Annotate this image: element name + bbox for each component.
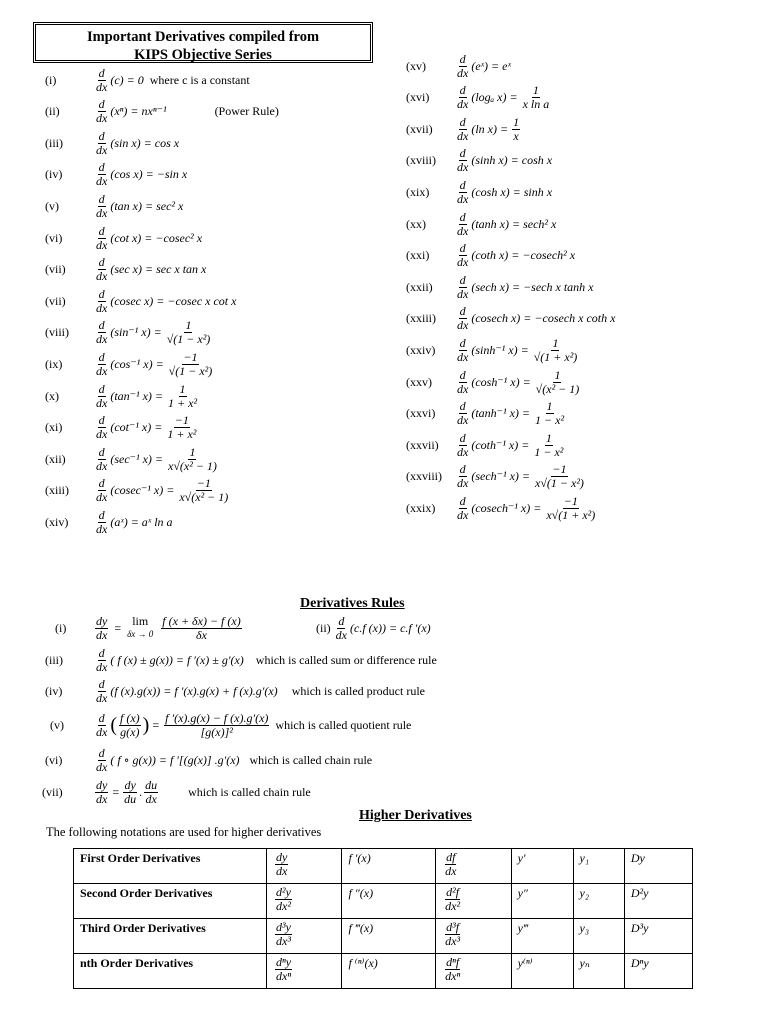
formula-expression: (ln x) = <box>471 121 509 136</box>
leibniz-f-notation: $\frac{\text{d²f}}{\text{dx²}}$ <box>436 884 511 919</box>
d-dx-operator: $\frac{d}{dx}$ <box>96 255 108 284</box>
d-dx-operator: $\frac{d}{dx}$ <box>457 83 469 112</box>
formula-expression: (tanh⁻¹ x) = <box>471 406 531 421</box>
formula-label: (xviii) <box>406 153 436 168</box>
y-prime-notation: y⁽ⁿ⁾ <box>511 954 573 989</box>
derivative-formula <box>45 317 213 349</box>
derivative-formula <box>406 303 615 335</box>
d-dx-operator: $\frac{d}{dx}$ <box>457 272 469 301</box>
formula-label: (viii) <box>45 325 69 340</box>
rule-limit: lim δx → 0 <box>127 614 154 639</box>
formula-fraction: $\frac{1}{\text{√(1 − x²)}}$ <box>166 318 211 347</box>
leibniz-notation: $\frac{\text{d²y}}{\text{dx²}}$ <box>267 884 342 919</box>
d-dx-operator: $\frac{d}{dx}$ <box>457 493 469 522</box>
formula-expression: (cosech⁻¹ x) = <box>471 500 542 515</box>
formula-label: (xxii) <box>406 279 433 294</box>
formula-expression: (sec x) = sec x tan x <box>110 262 207 277</box>
prime-notation: f ⁽ⁿ⁾(x) <box>342 954 436 989</box>
leibniz-notation: $\frac{dy}{dx}$ <box>267 849 342 884</box>
formula-expression: (cos⁻¹ x) = <box>110 356 164 371</box>
d-dx-operator: $\frac{d}{dx}$ <box>457 51 469 80</box>
rule-note: which is called chain rule <box>249 752 373 767</box>
derivative-formula <box>406 429 566 461</box>
rule-note: which is called sum or difference rule <box>255 652 437 667</box>
formula-label: (xx) <box>406 216 426 231</box>
d-dx-operator: $\frac{d}{dx}$ <box>457 335 469 364</box>
formula-label: (xiv) <box>45 514 69 529</box>
formula-expression: (sec⁻¹ x) = <box>110 451 163 466</box>
formula-label: (xxix) <box>406 500 436 515</box>
d-dx-operator: $\frac{d}{dx}$ <box>96 128 108 157</box>
y-prime-notation: y″ <box>511 884 573 919</box>
table-row <box>74 954 693 989</box>
d-dx-operator: $\frac{d}{dx}$ <box>96 413 108 442</box>
prime-notation: f ‴(x) <box>342 919 436 954</box>
leibniz-f-notation: $\frac{\text{dⁿf}}{\text{dxⁿ}}$ <box>436 954 511 989</box>
formula-expression: (tan⁻¹ x) = <box>110 388 164 403</box>
rule-6: (vi) $\frac{d}{dx}$ ( f ∘ g(x)) = f ′[(g(x)] .g′(x) which is called chain rule <box>45 745 373 774</box>
formula-fraction: $\frac{-1}{\text{√(1 − x²)}}$ <box>168 349 213 378</box>
d-dx-operator: $\frac{d}{dx}$ <box>96 223 108 252</box>
formula-expression: (sinh⁻¹ x) = <box>471 342 529 357</box>
formula-label: (xxviii) <box>406 469 442 484</box>
prime-notation: f ″(x) <box>342 884 436 919</box>
rule-expr: (f (x).g(x)) = f ′(x).g(x) + f (x).g′(x) <box>110 683 278 698</box>
formula-expression: (cosec⁻¹ x) = <box>110 483 175 498</box>
formula-expression: (sinh x) = cosh x <box>471 153 553 168</box>
rule-7: (vii) $\frac{dy}{dx}$ = $\frac{dy}{du}$ . $\frac{du}{dx}$ which is called chain rule <box>42 777 311 806</box>
formula-fraction: $\frac{-1}{\text{x√(1 − x²)}}$ <box>535 462 584 491</box>
title-line-2: KIPS Objective Series <box>134 47 272 63</box>
formula-label: (xxi) <box>406 248 430 263</box>
formula-label: (xxiv) <box>406 342 436 357</box>
derivative-formula <box>45 254 206 286</box>
d-dx-operator: $\frac{d}{dx}$ <box>96 318 108 347</box>
formula-label: (xvi) <box>406 90 430 105</box>
formula-expression: (cot x) = −cosec² x <box>110 230 203 245</box>
d-dx-operator: $\frac{d}{dx}$ <box>96 476 108 505</box>
d-dx-operator: $\frac{d}{dx}$ <box>96 65 108 94</box>
derivative-formula <box>45 380 200 412</box>
formula-label: (xxiii) <box>406 311 436 326</box>
rule-3: (iii) $\frac{d}{dx}$ ( f (x) ± g(x)) = f ′(x) ± g′(x) which is called sum or difference rule <box>45 645 437 674</box>
formula-expression: (sin x) = cos x <box>110 135 180 150</box>
d-dx-operator: $\frac{d}{dx}$ <box>96 507 108 536</box>
d-operator-notation: Dy <box>624 849 692 884</box>
formula-fraction: $\frac{1}{\text{x ln a}}$ <box>522 83 550 112</box>
formula-expression: (tan x) = sec² x <box>110 198 184 213</box>
derivative-formula <box>406 50 511 82</box>
d-dx-operator: $\frac{d}{dx}$ <box>457 146 469 175</box>
formula-expression: (sech x) = −sech x tanh x <box>471 279 594 294</box>
y-subscript-notation: y₂ <box>573 884 624 919</box>
formula-fraction: $\frac{1}{\text{x√(x² − 1)}}$ <box>168 444 217 473</box>
formula-label: (ix) <box>45 356 63 371</box>
formula-expression: (coth⁻¹ x) = <box>471 437 530 452</box>
rule-note: which is called quotient rule <box>275 717 412 732</box>
y-subscript-notation: y₁ <box>573 849 624 884</box>
leibniz-f-notation: $\frac{\text{d³f}}{\text{dx³}}$ <box>436 919 511 954</box>
derivative-formula <box>406 398 567 430</box>
table-row <box>74 919 693 954</box>
title-line-1: Important Derivatives compiled from <box>86 29 320 45</box>
derivative-formula <box>45 506 173 538</box>
formula-fraction: $\frac{-1}{\text{x√(x² − 1)}}$ <box>179 476 229 505</box>
formula-expression: (eˣ) = eˣ <box>471 58 511 73</box>
y-subscript-notation: y₃ <box>573 919 624 954</box>
derivative-formula <box>45 159 187 191</box>
derivative-formula <box>45 96 279 128</box>
formula-label: (xxv) <box>406 374 432 389</box>
formula-fraction: $\frac{-1}{\text{x√(1 + x²)}}$ <box>546 493 596 522</box>
d-dx-operator: $\frac{d}{dx}$ <box>457 304 469 333</box>
formula-fraction: $\frac{1}{\text{√(x² − 1)}}$ <box>535 367 580 396</box>
derivative-formula <box>45 348 215 380</box>
d-operator-notation: Dⁿy <box>624 954 692 989</box>
formula-expression: (cosh⁻¹ x) = <box>471 374 531 389</box>
rule-lhs: $\frac{dy}{dx}$ <box>96 613 108 642</box>
rule-limit-frac: $\frac{f (x + \delta x) - f (x)}{\delta x}$ <box>162 613 241 642</box>
rule-note: which is called chain rule <box>188 784 311 799</box>
formula-expression: (xⁿ) = nxⁿ⁻¹ <box>110 104 167 119</box>
formula-label: (x) <box>45 388 59 403</box>
formula-fraction: $\frac{1}{\text{1 − x²}}$ <box>535 399 565 428</box>
rule-expr: ( f (x) ± g(x)) = f ′(x) ± g′(x) <box>110 652 244 667</box>
derivative-formula <box>406 492 598 524</box>
formula-label: (v) <box>45 198 59 213</box>
formula-expression: (cosh x) = sinh x <box>471 184 553 199</box>
formula-expression: (sin⁻¹ x) = <box>110 325 162 340</box>
rules-heading: Derivatives Rules <box>300 596 405 611</box>
y-prime-notation: y′ <box>511 849 573 884</box>
derivative-formula <box>406 176 552 208</box>
table-row <box>74 849 693 884</box>
d-operator-notation: D³y <box>624 919 692 954</box>
d-operator-notation: D²y <box>624 884 692 919</box>
rule-4: (iv) $\frac{d}{dx}$ (f (x).g(x)) = f ′(x).g(x) + f (x).g′(x) which is called product rule <box>45 676 425 705</box>
y-prime-notation: y‴ <box>511 919 573 954</box>
d-dx-operator: $\frac{d}{dx}$ <box>96 286 108 315</box>
formula-label: (vi) <box>45 230 63 245</box>
derivative-formula <box>406 82 552 114</box>
formula-expression: (tanh x) = sech² x <box>471 216 557 231</box>
formula-expression: (aˣ) = aˣ ln a <box>110 514 173 529</box>
formula-expression: (cos x) = −sin x <box>110 167 188 182</box>
formula-label: (xxvii) <box>406 437 439 452</box>
title-box <box>33 22 373 63</box>
d-dx-operator: $\frac{d}{dx}$ <box>457 209 469 238</box>
row-label: Second Order Derivatives <box>74 884 267 919</box>
row-label: nth Order Derivatives <box>74 954 267 989</box>
derivative-formula <box>406 271 593 303</box>
formula-label: (xxvi) <box>406 406 436 421</box>
rule-2: (ii) $\frac{d}{dx}$ (c.f (x)) = c.f ′(x) <box>316 613 431 642</box>
formula-expression: (c) = 0 <box>110 72 144 87</box>
formula-fraction: $\frac{1}{x}$ <box>513 114 520 143</box>
d-dx-operator: $\frac{d}{dx}$ <box>96 191 108 220</box>
formula-fraction: $\frac{1}{\text{√(1 + x²)}}$ <box>533 335 578 364</box>
formula-label: (i) <box>45 72 57 87</box>
formula-label: (xiii) <box>45 483 69 498</box>
derivative-formula <box>406 145 552 177</box>
derivative-formula <box>45 127 179 159</box>
formula-note: (Power Rule) <box>214 104 279 119</box>
formula-label: (xii) <box>45 451 66 466</box>
leibniz-f-notation: $\frac{df}{dx}$ <box>436 849 511 884</box>
higher-heading: Higher Derivatives <box>359 808 472 823</box>
d-dx-operator: $\frac{d}{dx}$ <box>96 381 108 410</box>
rule-1: (i) $\frac{dy}{dx}$ = lim δx → 0 $\frac{f (x + \delta x) - f (x)}{\delta x}$ <box>55 613 241 642</box>
formula-label: (vii) <box>45 262 66 277</box>
rule-5: (v) $\frac{d}{dx}$ ( $\frac{f (x)}{g(x)}$ ) = $\frac{f '(x).g(x) - f (x).g'(x)}{\text{[g(x)]²}}$ which is called quotient rule <box>50 710 412 739</box>
formula-expression: (logₐ x) = <box>471 90 518 105</box>
formula-label: (xvii) <box>406 121 433 136</box>
higher-derivatives-table <box>73 848 693 989</box>
formula-label: (xi) <box>45 420 63 435</box>
d-dx-operator: $\frac{d}{dx}$ <box>457 462 469 491</box>
rule-label: (ii) <box>316 620 331 635</box>
derivative-formula <box>406 461 587 493</box>
rule-note: which is called product rule <box>291 683 425 698</box>
rule-expr: (c.f (x)) = c.f ′(x) <box>350 620 431 635</box>
formula-fraction: $\frac{-1}{\text{1 + x²}}$ <box>167 413 197 442</box>
formula-expression: (cosech x) = −cosech x coth x <box>471 311 616 326</box>
formula-label: (iv) <box>45 167 63 182</box>
d-dx-operator: $\frac{d}{dx}$ <box>457 114 469 143</box>
derivative-formula <box>45 475 231 507</box>
y-subscript-notation: yₙ <box>573 954 624 989</box>
leibniz-notation: $\frac{\text{d³y}}{\text{dx³}}$ <box>267 919 342 954</box>
formula-label: (xv) <box>406 58 426 73</box>
formula-expression: (coth x) = −cosech² x <box>471 248 576 263</box>
higher-intro: The following notations are used for higher derivatives <box>46 825 322 839</box>
formula-label: (iii) <box>45 135 63 150</box>
formula-expression: (cot⁻¹ x) = <box>110 420 163 435</box>
d-dx-operator: $\frac{d}{dx}$ <box>457 430 469 459</box>
rule-expr: ( f ∘ g(x)) = f ′[(g(x)] .g′(x) <box>110 752 240 767</box>
formula-label: (vii) <box>45 293 66 308</box>
d-dx-operator: $\frac{d}{dx}$ <box>457 241 469 270</box>
derivative-formula <box>45 285 236 317</box>
derivative-formula <box>406 113 522 145</box>
formula-label: (ii) <box>45 104 60 119</box>
leibniz-notation: $\frac{\text{dⁿy}}{\text{dxⁿ}}$ <box>267 954 342 989</box>
prime-notation: f ′(x) <box>342 849 436 884</box>
derivative-formula <box>406 366 582 398</box>
derivative-formula <box>45 190 183 222</box>
derivative-formula <box>45 64 250 96</box>
rule-label: (i) <box>55 620 67 635</box>
formula-note: where c is a constant <box>149 72 250 87</box>
formula-label: (xix) <box>406 184 430 199</box>
d-dx-operator: $\frac{d}{dx}$ <box>457 399 469 428</box>
d-dx-operator: $\frac{d}{dx}$ <box>96 160 108 189</box>
d-dx-operator: $\frac{d}{dx}$ <box>96 349 108 378</box>
table-row <box>74 884 693 919</box>
formula-expression: (sech⁻¹ x) = <box>471 469 530 484</box>
d-dx-operator: $\frac{d}{dx}$ <box>96 444 108 473</box>
formula-expression: (cosec x) = −cosec x cot x <box>110 293 237 308</box>
d-dx-operator: $\frac{d}{dx}$ <box>96 97 108 126</box>
formula-fraction: $\frac{1}{\text{1 + x²}}$ <box>168 381 198 410</box>
derivative-formula <box>406 240 575 272</box>
derivative-formula <box>45 443 220 475</box>
derivative-formula <box>45 222 202 254</box>
d-dx-operator: $\frac{d}{dx}$ <box>457 177 469 206</box>
derivative-formula <box>45 412 199 444</box>
d-dx-operator: $\frac{d}{dx}$ <box>457 367 469 396</box>
derivative-formula <box>406 334 580 366</box>
row-label: First Order Derivatives <box>74 849 267 884</box>
derivative-formula <box>406 208 556 240</box>
formula-fraction: $\frac{1}{\text{1 − x²}}$ <box>534 430 564 459</box>
row-label: Third Order Derivatives <box>74 919 267 954</box>
